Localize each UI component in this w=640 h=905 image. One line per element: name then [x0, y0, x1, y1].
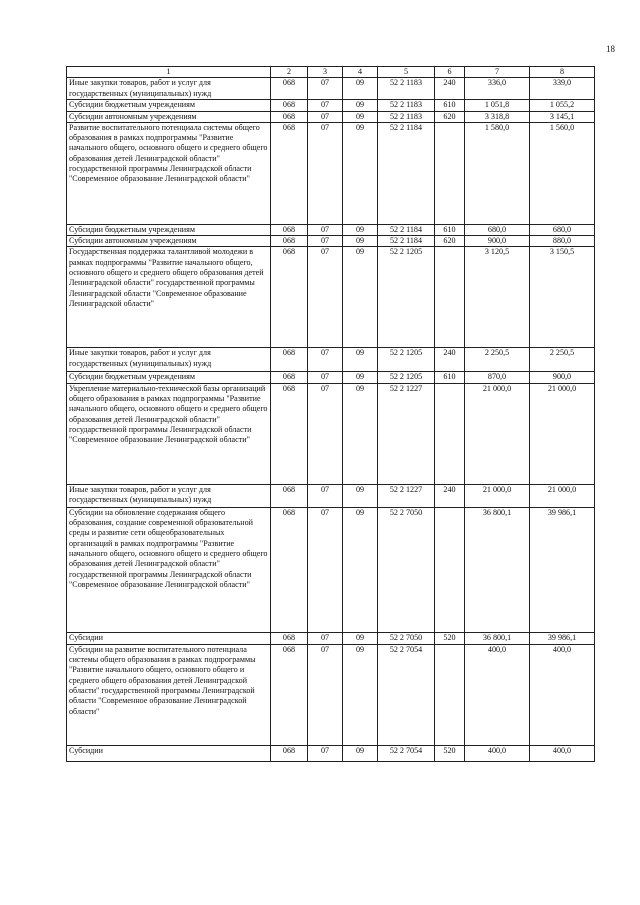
section-cell: 07	[308, 383, 343, 484]
header-cell: 4	[343, 67, 378, 78]
subsection-cell: 09	[343, 507, 378, 632]
table-row	[67, 383, 595, 484]
chapter-cell: 068	[271, 247, 308, 348]
subsection-cell: 09	[343, 484, 378, 507]
subsection-cell: 09	[343, 745, 378, 761]
amount-year1-cell: 1 051,8	[465, 100, 530, 111]
expense-type-cell: 620	[435, 236, 465, 247]
table-row	[67, 372, 595, 383]
section-cell: 07	[308, 122, 343, 224]
amount-year1-cell: 36 800,1	[465, 632, 530, 644]
name-cell: Иные закупки товаров, работ и услуг для государственных (муниципальных) нужд	[67, 348, 271, 372]
subsection-cell: 09	[343, 100, 378, 111]
chapter-cell: 068	[271, 224, 308, 235]
chapter-cell: 068	[271, 100, 308, 111]
table-row	[67, 111, 595, 122]
target-article-cell: 52 2 1184	[378, 236, 435, 247]
expense-type-cell: 240	[435, 484, 465, 507]
table-row	[67, 348, 595, 372]
section-cell: 07	[308, 100, 343, 111]
section-cell: 07	[308, 644, 343, 745]
name-cell: Субсидии бюджетным учреждениям	[67, 224, 271, 235]
amount-year2-cell: 400,0	[530, 745, 595, 761]
amount-year2-cell: 400,0	[530, 644, 595, 745]
budget-table	[66, 66, 595, 762]
amount-year1-cell: 36 800,1	[465, 507, 530, 632]
amount-year1-cell: 680,0	[465, 224, 530, 235]
target-article-cell: 52 2 1205	[378, 247, 435, 348]
expense-type-cell	[435, 507, 465, 632]
target-article-cell: 52 2 7050	[378, 507, 435, 632]
target-article-cell: 52 2 7050	[378, 632, 435, 644]
section-cell: 07	[308, 247, 343, 348]
expense-type-cell: 240	[435, 348, 465, 372]
amount-year1-cell: 1 580,0	[465, 122, 530, 224]
subsection-cell: 09	[343, 111, 378, 122]
expense-type-cell: 610	[435, 100, 465, 111]
expense-type-cell: 520	[435, 632, 465, 644]
section-cell: 07	[308, 78, 343, 100]
chapter-cell: 068	[271, 383, 308, 484]
expense-type-cell: 610	[435, 372, 465, 383]
amount-year1-cell: 3 120,5	[465, 247, 530, 348]
table-row	[67, 507, 595, 632]
amount-year2-cell: 3 145,1	[530, 111, 595, 122]
expense-type-cell	[435, 644, 465, 745]
subsection-cell: 09	[343, 122, 378, 224]
name-cell: Иные закупки товаров, работ и услуг для государственных (муниципальных) нужд	[67, 484, 271, 507]
section-cell: 07	[308, 372, 343, 383]
chapter-cell: 068	[271, 78, 308, 100]
name-cell: Государственная поддержка талантливой молодежи в рамках подпрограммы "Развитие начального общего, основного общего и среднего общего образования детей Ленинградской области" государственной программы Ленинградской области "Современное образование Ленинградской области"	[67, 247, 271, 348]
amount-year2-cell: 21 000,0	[530, 484, 595, 507]
table-row	[67, 484, 595, 507]
subsection-cell: 09	[343, 224, 378, 235]
amount-year2-cell: 1 560,0	[530, 122, 595, 224]
header-cell: 5	[378, 67, 435, 78]
amount-year1-cell: 336,0	[465, 78, 530, 100]
chapter-cell: 068	[271, 644, 308, 745]
amount-year1-cell: 21 000,0	[465, 383, 530, 484]
section-cell: 07	[308, 632, 343, 644]
expense-type-cell	[435, 122, 465, 224]
table-row	[67, 745, 595, 761]
header-cell: 8	[530, 67, 595, 78]
target-article-cell: 52 2 1205	[378, 348, 435, 372]
amount-year2-cell: 39 986,1	[530, 632, 595, 644]
subsection-cell: 09	[343, 632, 378, 644]
section-cell: 07	[308, 224, 343, 235]
chapter-cell: 068	[271, 111, 308, 122]
page-number: 18	[606, 44, 615, 54]
expense-type-cell: 610	[435, 224, 465, 235]
target-article-cell: 52 2 7054	[378, 644, 435, 745]
amount-year2-cell: 2 250,5	[530, 348, 595, 372]
name-cell: Иные закупки товаров, работ и услуг для государственных (муниципальных) нужд	[67, 78, 271, 100]
chapter-cell: 068	[271, 122, 308, 224]
subsection-cell: 09	[343, 78, 378, 100]
amount-year1-cell: 400,0	[465, 745, 530, 761]
name-cell: Субсидии автономным учреждениям	[67, 111, 271, 122]
section-cell: 07	[308, 484, 343, 507]
name-cell: Субсидии на обновление содержания общего образования, создание современной образовательной среды и развитие сети общеобразовательных организаций в рамках подпрограммы "Развитие начального общего, основного общего и среднего общего образования детей Ленинградской области" государственной программы Ленинградской области "Современное образование Ленинградской области"	[67, 507, 271, 632]
name-cell: Субсидии	[67, 632, 271, 644]
table-row	[67, 644, 595, 745]
name-cell: Субсидии	[67, 745, 271, 761]
amount-year2-cell: 680,0	[530, 224, 595, 235]
amount-year1-cell: 400,0	[465, 644, 530, 745]
table-row	[67, 78, 595, 100]
header-cell: 2	[271, 67, 308, 78]
amount-year2-cell: 900,0	[530, 372, 595, 383]
section-cell: 07	[308, 111, 343, 122]
header-cell: 6	[435, 67, 465, 78]
chapter-cell: 068	[271, 348, 308, 372]
subsection-cell: 09	[343, 372, 378, 383]
section-cell: 07	[308, 236, 343, 247]
expense-type-cell: 520	[435, 745, 465, 761]
target-article-cell: 52 2 1184	[378, 122, 435, 224]
name-cell: Субсидии бюджетным учреждениям	[67, 372, 271, 383]
amount-year2-cell: 1 055,2	[530, 100, 595, 111]
section-cell: 07	[308, 745, 343, 761]
name-cell: Субсидии на развитие воспитательного потенциала системы общего образования в рамках подпрограммы "Развитие начального общего, основного общего и среднего общего образования детей Ленинградской области" государственной программы Ленинградской области "Современное образование Ленинградской области"	[67, 644, 271, 745]
name-cell: Субсидии автономным учреждениям	[67, 236, 271, 247]
header-cell: 1	[67, 67, 271, 78]
target-article-cell: 52 2 1183	[378, 78, 435, 100]
chapter-cell: 068	[271, 632, 308, 644]
subsection-cell: 09	[343, 348, 378, 372]
expense-type-cell	[435, 383, 465, 484]
amount-year1-cell: 3 318,8	[465, 111, 530, 122]
chapter-cell: 068	[271, 507, 308, 632]
subsection-cell: 09	[343, 383, 378, 484]
name-cell: Укрепление материально-технической базы организаций общего образования в рамках подпрограммы "Развитие начального общего, основного общего и среднего общего образования детей Ленинградской области" государственной программы Ленинградской области "Современное образование Ленинградской области"	[67, 383, 271, 484]
subsection-cell: 09	[343, 247, 378, 348]
table-row	[67, 122, 595, 224]
table-row	[67, 224, 595, 235]
header-cell: 3	[308, 67, 343, 78]
expense-type-cell	[435, 247, 465, 348]
target-article-cell: 52 2 1183	[378, 111, 435, 122]
target-article-cell: 52 2 1227	[378, 383, 435, 484]
table-row	[67, 632, 595, 644]
name-cell: Развитие воспитательного потенциала системы общего образования в рамках подпрограммы "Развитие начального общего, основного общего и среднего общего образования детей Ленинградской области" государственной программы Ленинградской области "Современное образование Ленинградской области"	[67, 122, 271, 224]
expense-type-cell: 620	[435, 111, 465, 122]
chapter-cell: 068	[271, 745, 308, 761]
table-row	[67, 236, 595, 247]
table-row	[67, 247, 595, 348]
chapter-cell: 068	[271, 484, 308, 507]
table-header-row	[67, 67, 595, 78]
amount-year2-cell: 21 000,0	[530, 383, 595, 484]
target-article-cell: 52 2 1184	[378, 224, 435, 235]
table-row	[67, 100, 595, 111]
target-article-cell: 52 2 1183	[378, 100, 435, 111]
section-cell: 07	[308, 348, 343, 372]
target-article-cell: 52 2 1227	[378, 484, 435, 507]
chapter-cell: 068	[271, 372, 308, 383]
chapter-cell: 068	[271, 236, 308, 247]
expense-type-cell: 240	[435, 78, 465, 100]
header-cell: 7	[465, 67, 530, 78]
target-article-cell: 52 2 7054	[378, 745, 435, 761]
name-cell: Субсидии бюджетным учреждениям	[67, 100, 271, 111]
amount-year2-cell: 880,0	[530, 236, 595, 247]
subsection-cell: 09	[343, 236, 378, 247]
amount-year1-cell: 2 250,5	[465, 348, 530, 372]
amount-year1-cell: 21 000,0	[465, 484, 530, 507]
amount-year1-cell: 900,0	[465, 236, 530, 247]
section-cell: 07	[308, 507, 343, 632]
amount-year1-cell: 870,0	[465, 372, 530, 383]
amount-year2-cell: 39 986,1	[530, 507, 595, 632]
subsection-cell: 09	[343, 644, 378, 745]
amount-year2-cell: 3 150,5	[530, 247, 595, 348]
target-article-cell: 52 2 1205	[378, 372, 435, 383]
amount-year2-cell: 339,0	[530, 78, 595, 100]
